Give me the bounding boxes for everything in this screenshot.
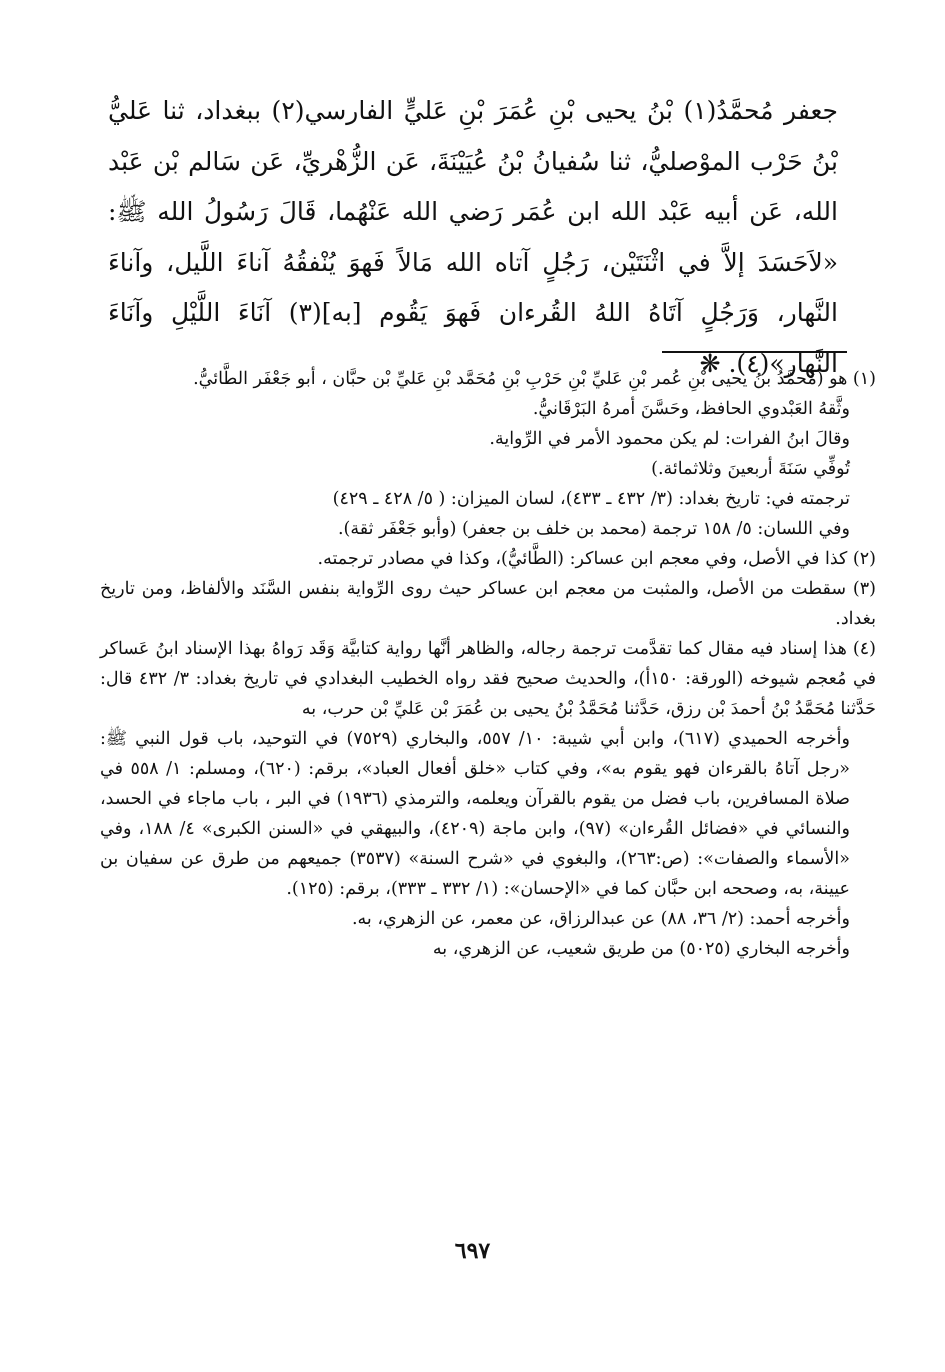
footnote-4-takhrij: وأخرجه أحمد: (٢/ ٣٦، ٨٨) عن عبدالرزاق، عن معمر، عن الزهري، به.	[351, 909, 850, 929]
page-number: ٦٩٧	[454, 1238, 491, 1264]
footnote-separator	[662, 351, 847, 353]
footnote-4-takhrij: وأخرجه الحميدي (٦١٧)، وابن أبي شيبة: ١٠/ ٥٥٧، والبخاري (٧٥٢٩) في التوحيد، باب قول النبي ﷺ: «رجل آتاهُ بالقرءان فهو يقوم به»، وفي كتاب «خلق أفعال العباد»، برقم: (٦٢٠)، ومسلم: ١/ ٥٥٨ في صلاة المسافرين، باب فضل من يقوم بالقرآن ويعلمه، والترمذي (١٩٣٦) في البر ، باب ماجاء في الحسد، والنسائي في «فضائل القُرءان» (٩٧)، وابن ماجة (٤٢٠٩)، والبيهقي في «السنن الكبرى» ٤/ ١٨٨، وفي «الأسماء والصفات»: (ص:٢٦٣)، والبغوي في «شرح السنة» (٣٥٣٧) جميعهم من طرق عن سفيان بن عيينة، به، وصححه ابن حبَّان كما في «الإحسان»: (١/ ٣٣٢ ـ ٣٣٣)، برقم: (١٢٥).	[100, 729, 851, 899]
footnote-2: (٢) كذا في الأصل، وفي معجم ابن عساكر: (الطَّائيُّ)، وكذا في مصادر ترجمته.	[317, 549, 876, 569]
footnote-1-line: وفي اللسان: ٥/ ١٥٨ ترجمة (محمد بن خلف بن جعفر) (وأبو جَعْفَر ثقة).	[337, 519, 850, 539]
footnote-4-head: (٤) هذا إسناد فيه مقال كما تقدَّمت ترجمة رجاله، والظاهر أنَّها رواية كتابيَّة وَقَد رَواهُ بهذا الإسناد ابنُ عَساكر في مُعجم شيوخه (الورقة: ١٥٠أ)، والحديث صحيح فقد رواه الخطيب البغدادي في تاريخ بغداد: ٣/ ٤٣٢ قال: حَدَّثنا مُحَمَّدُ بْنُ أحمدَ بْن رزق، حَدَّثنا مُحَمَّدُ بْنُ يحيى بن عُمَرَ بْن عَليِّ بْن حرب، به	[100, 639, 876, 719]
footnote-1-line: وقالَ ابنُ الفرات: لم يكن محمود الأمر في الرِّواية.	[489, 429, 850, 449]
hadith-body	[108, 86, 838, 389]
footnote-1-line: وثَّقهُ العَبْدوي الحافظ، وحَسَّنَ أمرهُ البَرْقَانيُّ.	[532, 399, 850, 419]
footnote-1-line: ترجمته في: تاريخ بغداد: (٣/ ٤٣٢ ـ ٤٣٣)، لسان الميزان: ( ٥/ ٤٢٨ ـ ٤٢٩)	[332, 489, 850, 509]
footnote-1-head: (١) هو (مُحمَّدُ بنُ يحيى بْنِ عُمر بْنِ عَليِّ بْنِ حَرْبِ بْنِ مُحَمَّد بْنِ عَليِّ بْن حبَّان ، أبو جَعْفَر الطَّائيُّ.	[193, 369, 876, 389]
footnotes	[100, 364, 876, 964]
hadith-paragraph: جعفر مُحمَّدُ(١) بْنُ يحيى بْنِ عُمَرَ بْنِ عَليٍّ الفارسي(٢) ببغداد، ثنا عَليُّ بْنُ حَرْب الموْصليُّ، ثنا سُفيانُ بْنُ عُيَيْنَةَ، عَن الزُّهْريِّ، عَن سَالم بْن عَبْد الله، عَن أبيه عَبْد الله ابن عُمَر رَضي الله عَنْهُما، قَالَ رَسُولُ الله ﷺ: «لاَحَسَدَ إلاَّ في اثْنَتَيْن، رَجُلٍ آتاه الله مَالاً فَهوَ يُنْفقُهُ آناءَ اللَّيل، وآناءَ النَّهار، وَرَجُلٍ آتَاهُ اللهُ القُرءان فَهوَ يَقُوم [به](٣) آنَاءَ اللَّيْلِ وآنَاءَ النَّهار»(٤). ❋	[108, 96, 839, 378]
footnote-1-line: تُوفِّي سَنَةَ أربعينَ وثلاثمائة.)	[651, 459, 850, 479]
footnote-3: (٣) سقطت من الأصل، والمثبت من معجم ابن عساكر حيث روى الرِّواية بنفس السَّنَد والألفاظ، ومن تاريخ بغداد.	[100, 579, 876, 629]
footnote-4-takhrij: وأخرجه البخاري (٥٠٢٥) من طريق شعيب، عن الزهري، به	[432, 939, 850, 959]
